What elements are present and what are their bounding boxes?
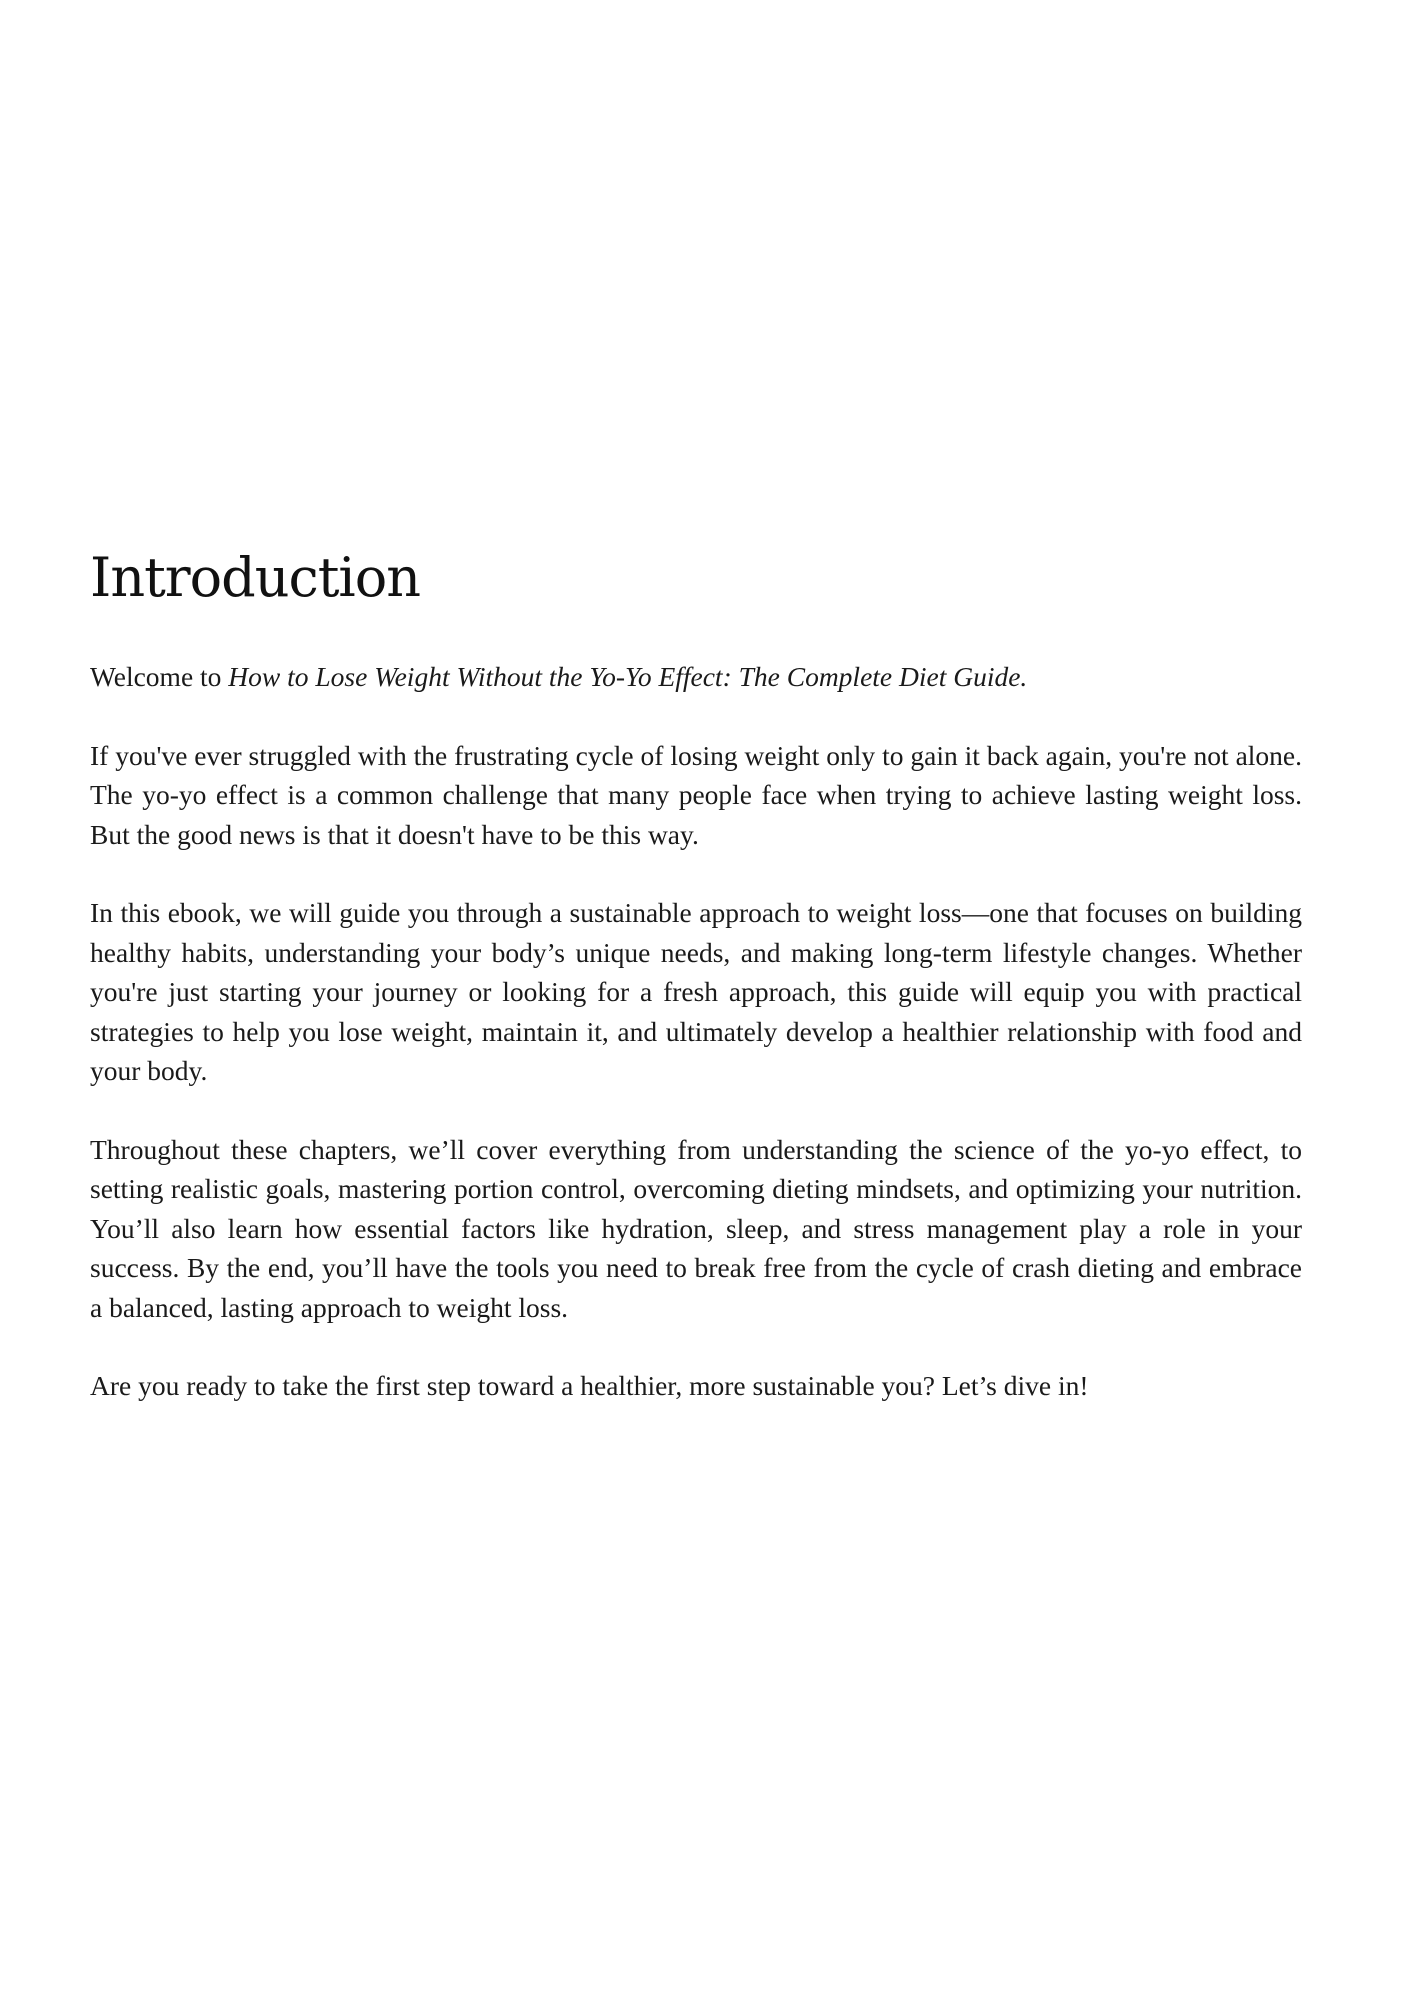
welcome-paragraph	[90, 657, 1302, 697]
document-page	[90, 548, 1302, 1445]
paragraph-yo-yo-struggle: If you've ever struggled with the frustrating cycle of losing weight only to gain it back again, you're not alone. The yo-yo effect is a common challenge that many people face when trying to achieve lasting weight loss. But the good news is that it doesn't have to be this way.	[90, 739, 1302, 850]
book-title: How to Lose Weight Without the Yo-Yo Effect: The Complete Diet Guide.	[228, 661, 1028, 693]
paragraph-closing: Are you ready to take the first step toward a healthier, more sustainable you? Let’s dive in!	[90, 1370, 1089, 1402]
paragraph-chapters-overview: Throughout these chapters, we’ll cover everything from understanding the science of the yo-yo effect, to setting realistic goals, mastering portion control, overcoming dieting mindsets, and optimizing your nutrition. You’ll also learn how essential factors like hydration, sleep, and stress management play a role in your success. By the end, you’ll have the tools you need to break free from the cycle of crash dieting and embrace a balanced, lasting approach to weight loss.	[90, 1133, 1302, 1323]
welcome-prefix: Welcome to	[90, 661, 229, 693]
page-title: Introduction	[90, 546, 420, 609]
paragraph-ebook-approach: In this ebook, we will guide you through a sustainable approach to weight loss—one that focuses on building healthy habits, understanding your body’s unique needs, and making long-term lifestyle changes. Whether you're just starting your journey or looking for a fresh approach, this guide will equip you with practical strategies to help you lose weight, maintain it, and ultimately develop a healthier relationship with food and your body.	[90, 897, 1302, 1087]
